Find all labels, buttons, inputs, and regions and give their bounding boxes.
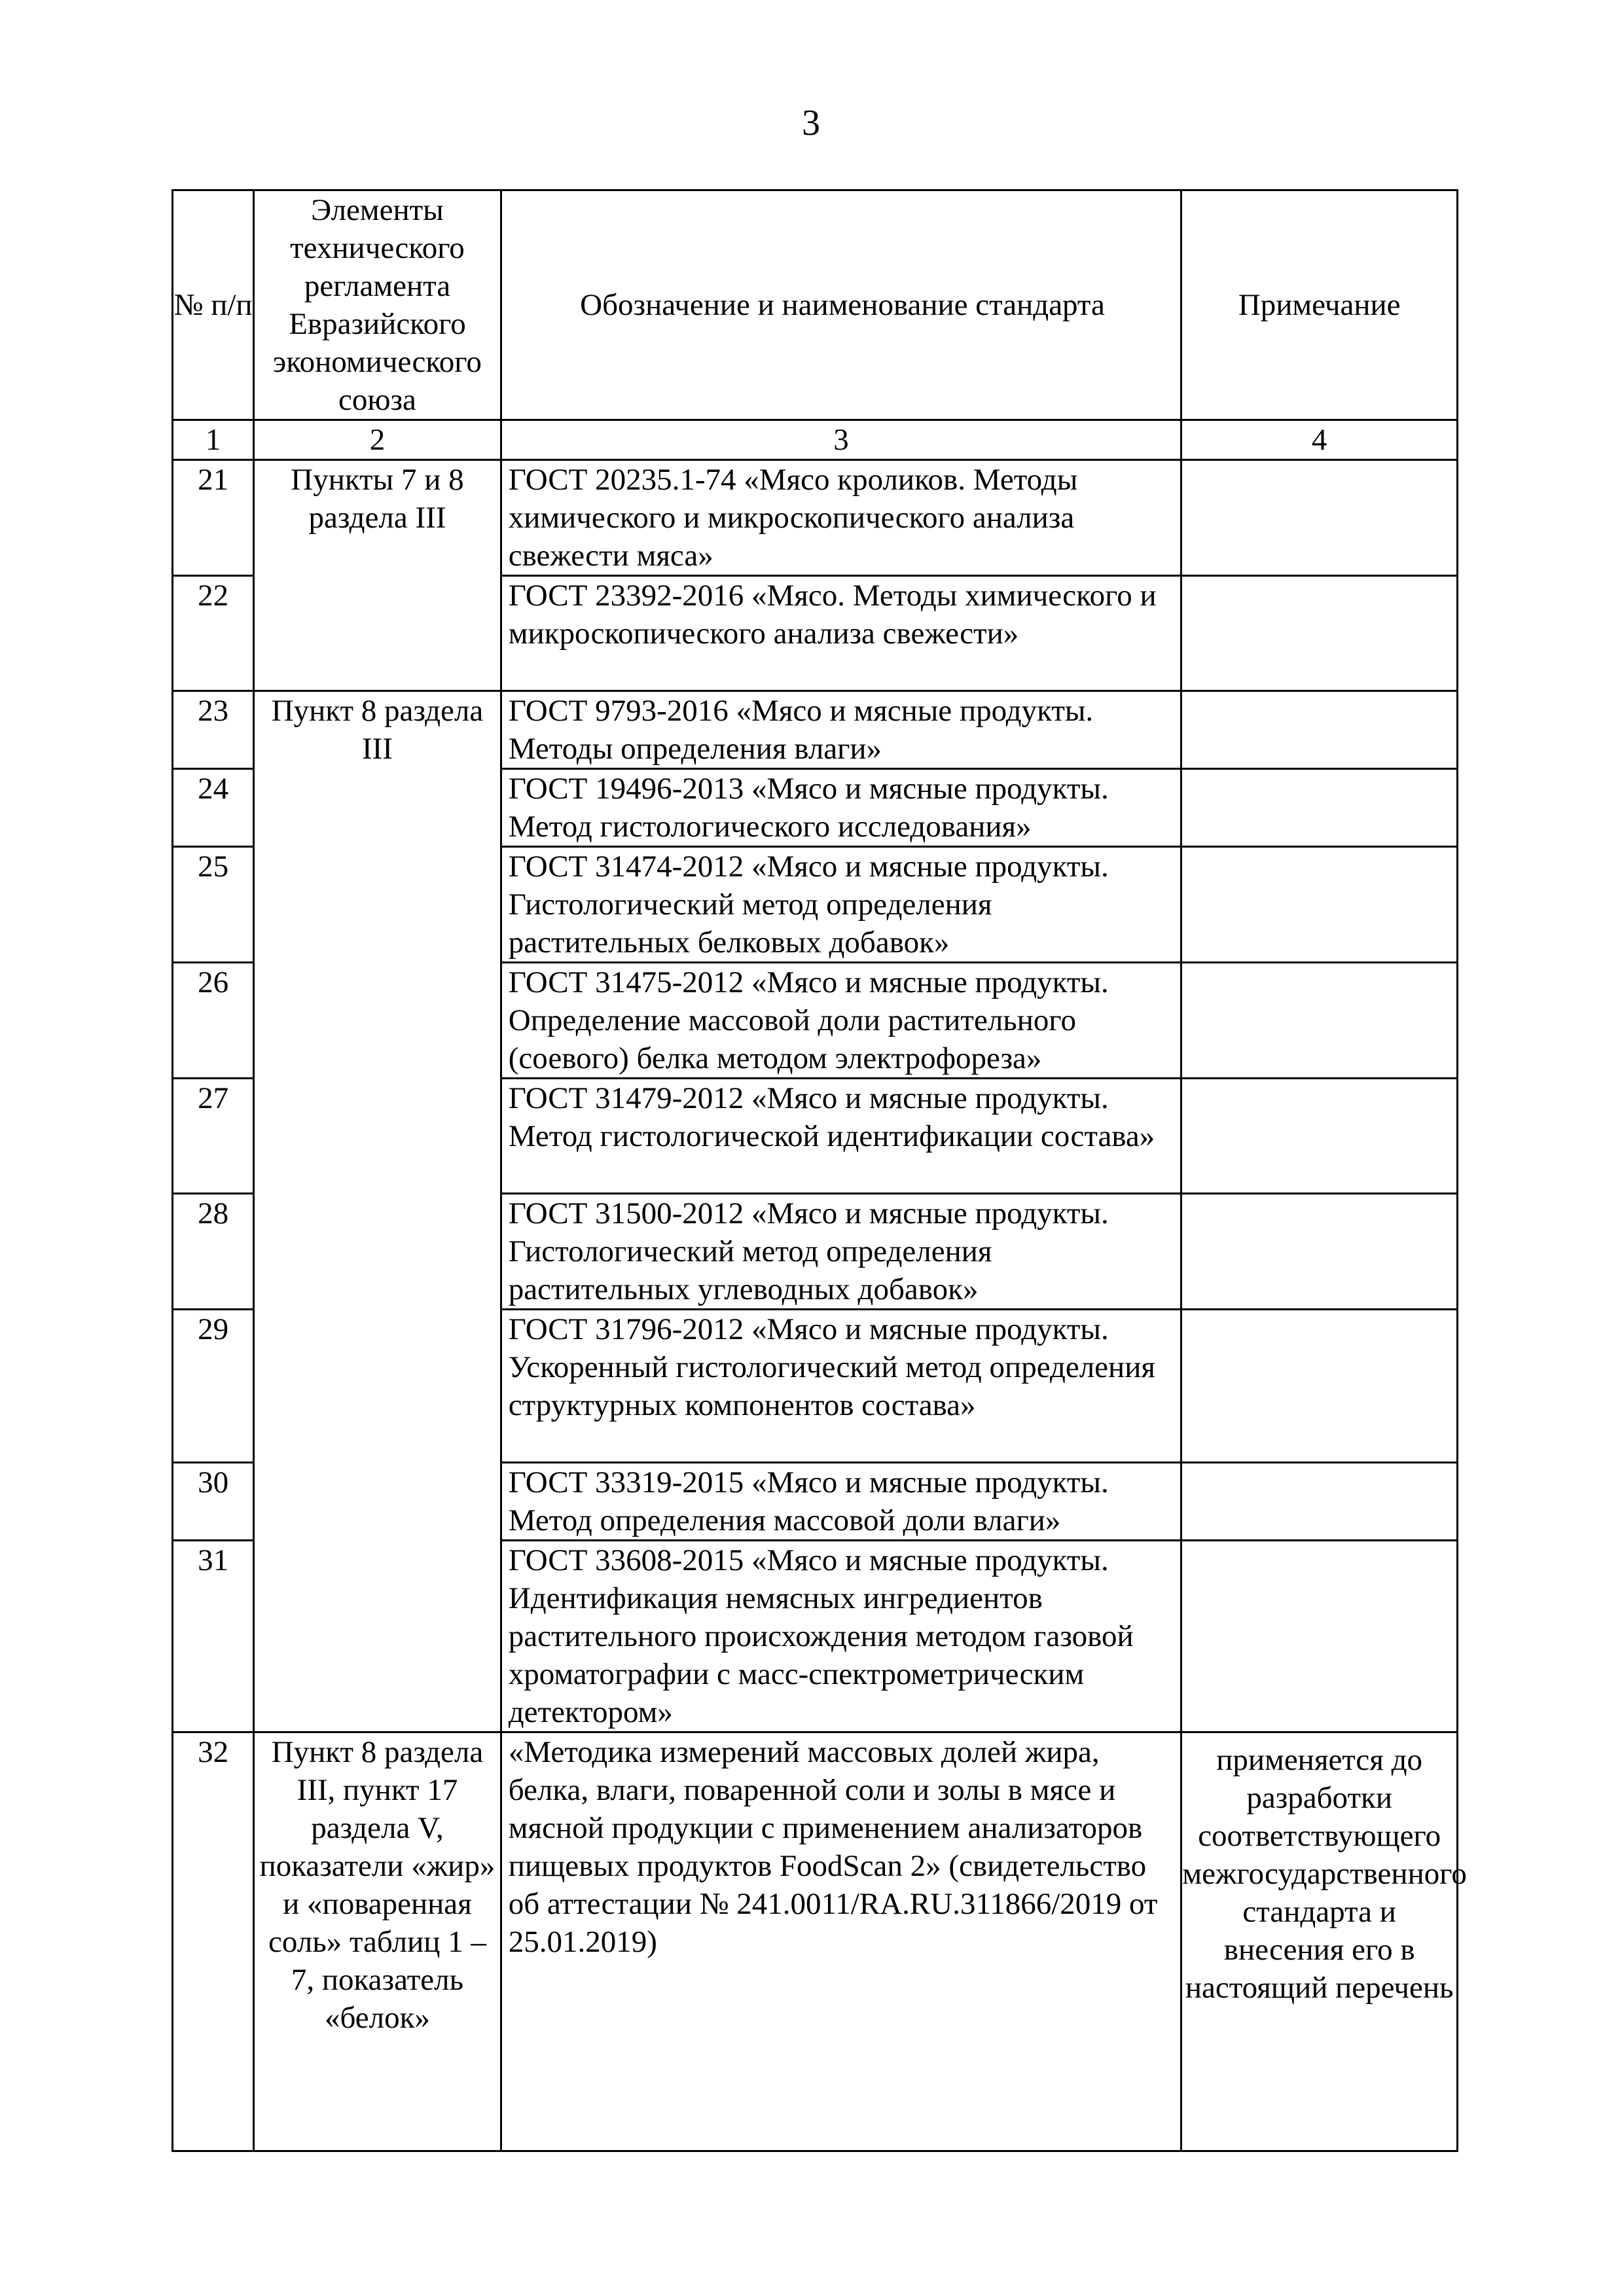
row-standard: ГОСТ 23392-2016 «Мясо. Методы химического и микроскопического анализа свежести»: [501, 576, 1181, 691]
row-number: 30: [173, 1463, 254, 1541]
row-number: 28: [173, 1194, 254, 1310]
column-number: 3: [501, 420, 1181, 460]
row-note: [1181, 1079, 1458, 1194]
row-standard: ГОСТ 33608-2015 «Мясо и мясные продукты. Идентификация немясных ингредиентов растительного происхождения методом газовой хроматографии с масс-спектрометрическим детектором»: [501, 1541, 1181, 1732]
row-number: 22: [173, 576, 254, 691]
row-note: [1181, 1463, 1458, 1541]
row-note: [1181, 963, 1458, 1079]
row-number: 31: [173, 1541, 254, 1732]
row-standard: ГОСТ 33319-2015 «Мясо и мясные продукты. Метод определения массовой доли влаги»: [501, 1463, 1181, 1541]
row-element: Пункт 8 раздела III, пункт 17 раздела V, показатели «жир» и «поваренная соль» таблиц 1 – 7, показатель «белок»: [254, 1732, 501, 2151]
row-note: применяется до разработки соответствующего межгосударственного стандарта и внесения его в настоящий перечень: [1182, 1743, 1467, 2005]
row-note: [1181, 1194, 1458, 1310]
row-number: 27: [173, 1079, 254, 1194]
row-note: [1181, 1541, 1458, 1732]
header-element: Элементы технического регламента Евразийского экономического союза: [254, 190, 501, 420]
row-note-cell: [1181, 1732, 1467, 2151]
row-number: 26: [173, 963, 254, 1079]
row-note: [1181, 769, 1458, 847]
row-standard: «Методика измерений массовых долей жира, белка, влаги, поваренной соли и золы в мясе и мясной продукции с применением анализаторов пищевых продуктов FoodScan 2» (свидетельство об аттестации № 241.0011/RA.RU.311866/2019 от 25.01.2019): [501, 1732, 1181, 2151]
row-standard: ГОСТ 31475-2012 «Мясо и мясные продукты. Определение массовой доли растительного (соевого) белка методом электрофореза»: [501, 963, 1181, 1079]
row-standard: ГОСТ 9793-2016 «Мясо и мясные продукты. Методы определения влаги»: [501, 691, 1181, 769]
page-number: 3: [802, 103, 820, 143]
header-standard: Обозначение и наименование стандарта: [501, 190, 1181, 420]
row-standard: ГОСТ 20235.1-74 «Мясо кроликов. Методы химического и микроскопического анализа свежести мяса»: [501, 460, 1181, 576]
row-number: 25: [173, 847, 254, 963]
table-header-row: [173, 190, 1458, 420]
header-number: № п/п: [173, 190, 254, 420]
column-number: 1: [173, 420, 254, 460]
row-number: 23: [173, 691, 254, 769]
row-note: [1181, 1310, 1458, 1463]
row-note: [1181, 847, 1458, 963]
row-number: 21: [173, 460, 254, 576]
table-row: [173, 1732, 1458, 2151]
row-number: 29: [173, 1310, 254, 1463]
row-note: [1181, 460, 1458, 576]
row-standard: ГОСТ 31500-2012 «Мясо и мясные продукты. Гистологический метод определения растительных углеводных добавок»: [501, 1194, 1181, 1310]
row-note: [1181, 691, 1458, 769]
row-standard: ГОСТ 31796-2012 «Мясо и мясные продукты. Ускоренный гистологический метод определения структурных компонентов состава»: [501, 1310, 1181, 1463]
row-number: 24: [173, 769, 254, 847]
row-standard: ГОСТ 31474-2012 «Мясо и мясные продукты. Гистологический метод определения растительных белковых добавок»: [501, 847, 1181, 963]
standards-table: [171, 189, 1467, 2152]
column-number-row: [173, 420, 1458, 460]
table-row: [173, 460, 1458, 576]
row-number: 32: [173, 1732, 254, 2151]
row-note: [1181, 576, 1458, 691]
row-element: Пункт 8 раздела III: [254, 691, 501, 1732]
header-note: Примечание: [1181, 190, 1458, 420]
row-standard: ГОСТ 31479-2012 «Мясо и мясные продукты. Метод гистологической идентификации состава»: [501, 1079, 1181, 1194]
column-number: 2: [254, 420, 501, 460]
table-row: [173, 691, 1458, 769]
row-element: Пункты 7 и 8 раздела III: [254, 460, 501, 691]
column-number: 4: [1181, 420, 1458, 460]
row-standard: ГОСТ 19496-2013 «Мясо и мясные продукты. Метод гистологического исследования»: [501, 769, 1181, 847]
